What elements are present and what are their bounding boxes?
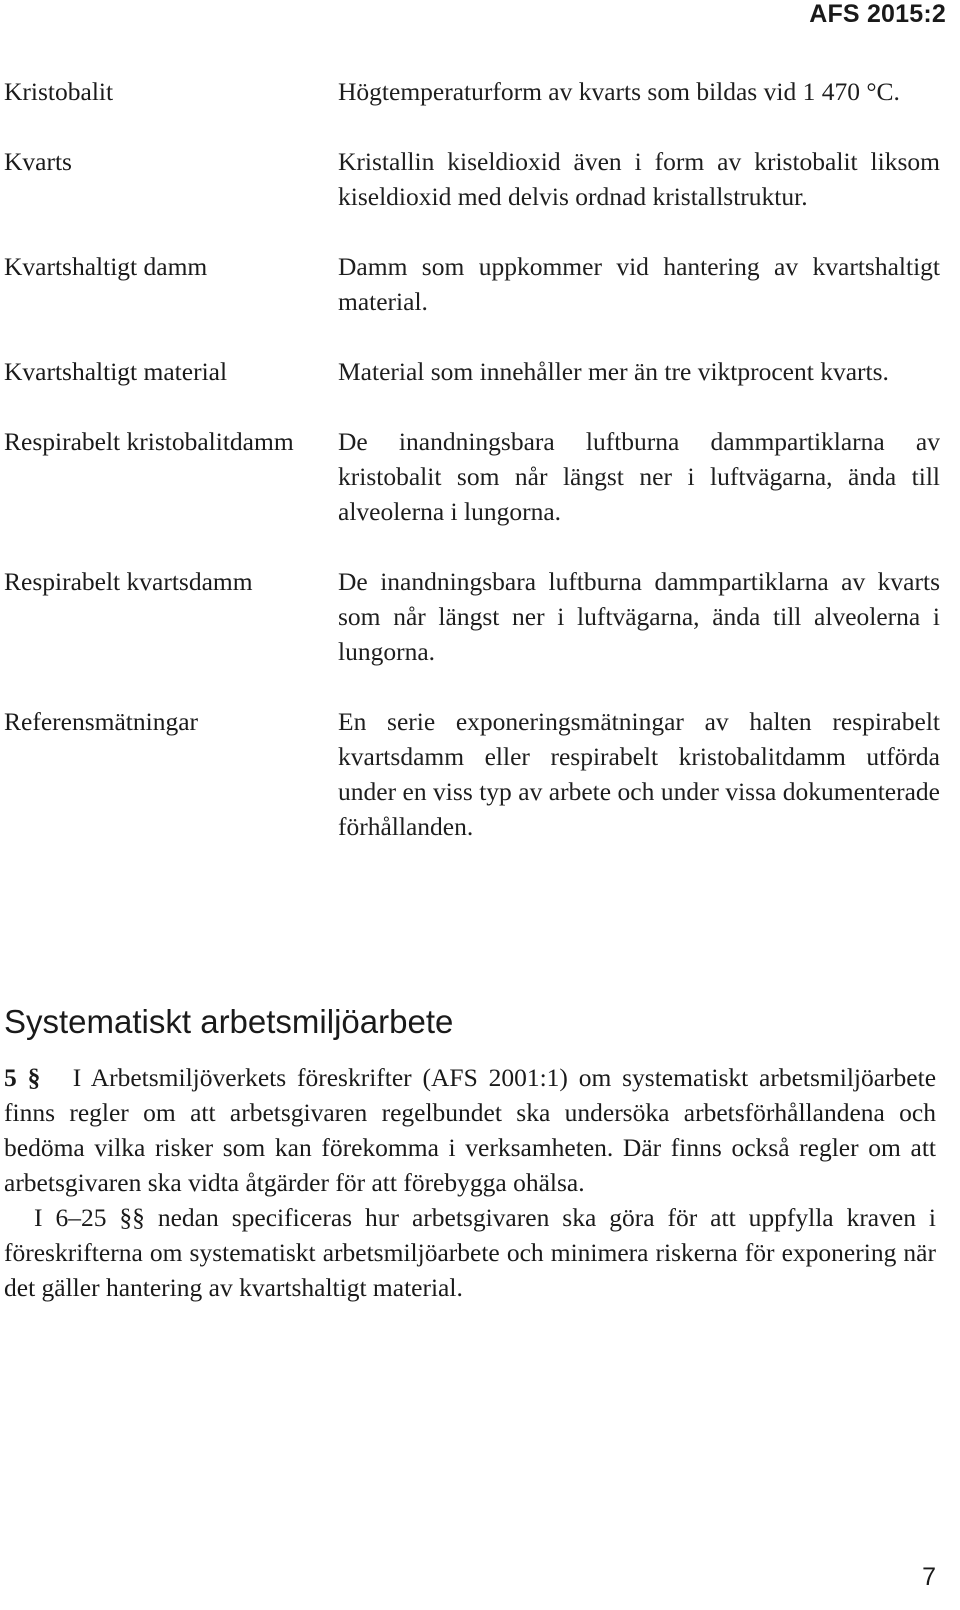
- section-body: [4, 1060, 936, 1305]
- section-heading: Systematiskt arbetsmiljöarbete: [4, 1003, 454, 1040]
- paragraph-text: I Arbetsmiljöverkets föreskrifter (AFS 2001:1) om systematiskt arbetsmiljöarbete finns regler om att arbetsgivaren regelbundet ska undersöka arbetsförhållandena och bedöma vilka risker som kan förekomma i verksamheten. Där finns också regler om att arbetsgivaren ska vidta åtgärder för att förebygga ohälsa.: [4, 1063, 937, 1197]
- definition-term: Kvartshaltigt material: [4, 357, 228, 386]
- definition-description: Kristallin kiseldioxid även i form av kristobalit liksom kiseldioxid med delvis ordnad kristallstruktur.: [338, 147, 940, 211]
- definition-row: [4, 564, 960, 669]
- definition-description: En serie exponeringsmätningar av halten respirabelt kvartsdamm eller respirabelt kristobalitdamm utförda under en viss typ av arbete och under vissa dokumenterade förhållanden.: [338, 707, 940, 841]
- definition-row: [4, 249, 960, 319]
- definition-description: Damm som uppkommer vid hantering av kvartshaltigt material.: [338, 252, 940, 316]
- definition-term: Kristobalit: [4, 77, 114, 106]
- definition-term: Respirabelt kvartsdamm: [4, 567, 253, 596]
- definition-term: Kvartshaltigt damm: [4, 252, 208, 281]
- definition-row: [4, 144, 960, 214]
- definition-row: [4, 354, 960, 389]
- definitions-list: [4, 74, 960, 844]
- page-number: 7: [922, 1563, 936, 1591]
- definition-row: [4, 424, 960, 529]
- definition-term: Kvarts: [4, 147, 72, 176]
- definition-term: Respirabelt kristobalitdamm: [4, 427, 294, 456]
- paragraph-number: 5 §: [4, 1063, 41, 1092]
- definition-description: De inandningsbara luftburna dammpartiklarna av kristobalit som når längst ner i luftvägarna, ända till alveolerna i lungorna.: [338, 427, 940, 526]
- document-code: AFS 2015:2: [809, 0, 946, 28]
- definition-description: De inandningsbara luftburna dammpartiklarna av kvarts som når längst ner i luftvägarna, ända till alveolerna i lungorna.: [338, 567, 940, 666]
- definition-description: Högtemperaturform av kvarts som bildas vid 1 470 °C.: [338, 77, 900, 106]
- definition-row: [4, 74, 960, 109]
- section-paragraph-1: [4, 1060, 936, 1200]
- definition-description: Material som innehåller mer än tre viktprocent kvarts.: [338, 357, 889, 386]
- section-paragraph-2: I 6–25 §§ nedan specificeras hur arbetsgivaren ska göra för att uppfylla kraven i föreskrifterna om systematiskt arbetsmiljöarbete och minimera riskerna för exponering när det gäller hantering av kvartshaltigt material.: [4, 1203, 936, 1302]
- definition-term: Referensmätningar: [4, 707, 199, 736]
- definition-row: [4, 704, 960, 844]
